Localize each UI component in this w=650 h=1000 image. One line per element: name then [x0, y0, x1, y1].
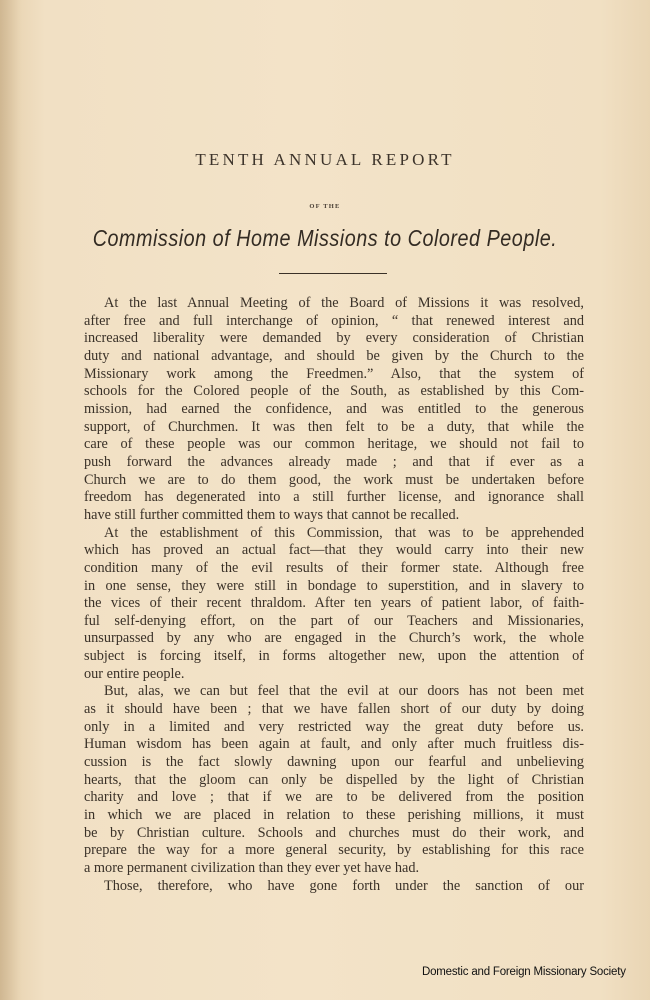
text-line: Missionary work among the Freedmen.” Also, that the system of — [84, 365, 584, 382]
text-line: subject is forcing itself, in forms altogether new, upon the attention of — [84, 648, 584, 665]
text-line: Church we are to do them good, the work must be undertaken before — [84, 471, 584, 488]
text-line: ful self-denying effort, on the part of our Teachers and Missionaries, — [84, 612, 584, 629]
text-line: condition many of the evil results of their former state. Although free — [84, 559, 584, 576]
paragraph-3 — [84, 683, 584, 877]
text-line: prepare the way for a more general security, by establishing for this race — [84, 842, 584, 859]
paragraph-1 — [84, 295, 584, 525]
text-line: be by Christian culture. Schools and churches must do their work, and — [84, 824, 584, 841]
text-line: Those, therefore, who have gone forth under the sanction of our — [104, 877, 584, 894]
text-line: freedom has degenerated into a still further license, and ignorance shall — [84, 489, 584, 506]
text-line: schools for the Colored people of the South, as established by this Com- — [84, 383, 584, 400]
report-subtitle: Commission of Home Missions to Colored People. — [92, 225, 558, 251]
text-line: cussion is the fact slowly dawning upon our fearful and unbelieving — [84, 754, 584, 771]
text-line: hearts, that the gloom can only be dispelled by the light of Christian — [84, 771, 584, 788]
report-body — [84, 295, 584, 895]
text-line: which has proved an actual fact—that they would carry into their new — [84, 542, 584, 559]
text-line: unsurpassed by any who are engaged in the Church’s work, the whole — [84, 630, 584, 647]
text-line: have still further committed them to ways that cannot be recalled. — [84, 506, 460, 523]
text-line: as it should have been ; that we have fallen short of our duty by doing — [84, 701, 584, 718]
paragraph-4 — [84, 878, 584, 896]
text-line: Human wisdom has been again at fault, and only after much fruitless dis- — [84, 736, 584, 753]
report-of-the: OF THE — [309, 203, 341, 210]
text-line: mission, had earned the confidence, and was entitled to the generous — [84, 400, 584, 417]
text-line: a more permanent civilization than they ever yet have had. — [84, 860, 420, 876]
text-line: our entire people. — [84, 665, 185, 682]
text-line: only in a limited and very restricted way the great duty before us. — [84, 718, 584, 735]
title-rule-divider — [279, 273, 387, 274]
text-line: push forward the advances already made ; and that if ever as a — [84, 453, 584, 470]
text-line: after free and full interchange of opinion, “ that renewed interest and — [84, 312, 584, 329]
text-line: But, alas, we can but feel that the evil at our doors has not been met — [104, 683, 584, 700]
report-title: TENTH ANNUAL REPORT — [195, 150, 455, 169]
text-line: the vices of their recent thraldom. After ten years of patient labor, of faith- — [84, 595, 584, 612]
text-line: increased liberality were demanded by every consideration of Christian — [84, 330, 584, 347]
text-line: charity and love ; that if we are to be delivered from the position — [84, 789, 584, 806]
text-line: in which we are placed in relation to these perishing millions, it must — [84, 807, 584, 824]
collection-watermark: Domestic and Foreign Missionary Society — [422, 966, 626, 978]
text-line: care of these people was our common heritage, we should not fail to — [84, 436, 584, 453]
text-line: duty and national advantage, and should be given by the Church to the — [84, 347, 584, 364]
text-line: At the establishment of this Commission, that was to be apprehended — [104, 524, 584, 541]
text-line: At the last Annual Meeting of the Board of Missions it was resolved, — [104, 295, 584, 311]
text-line: in one sense, they were still in bondage to superstition, and in slavery to — [84, 577, 584, 594]
paragraph-2 — [84, 525, 584, 684]
text-line: support, of Churchmen. It was then felt to be a duty, that while the — [84, 418, 584, 435]
